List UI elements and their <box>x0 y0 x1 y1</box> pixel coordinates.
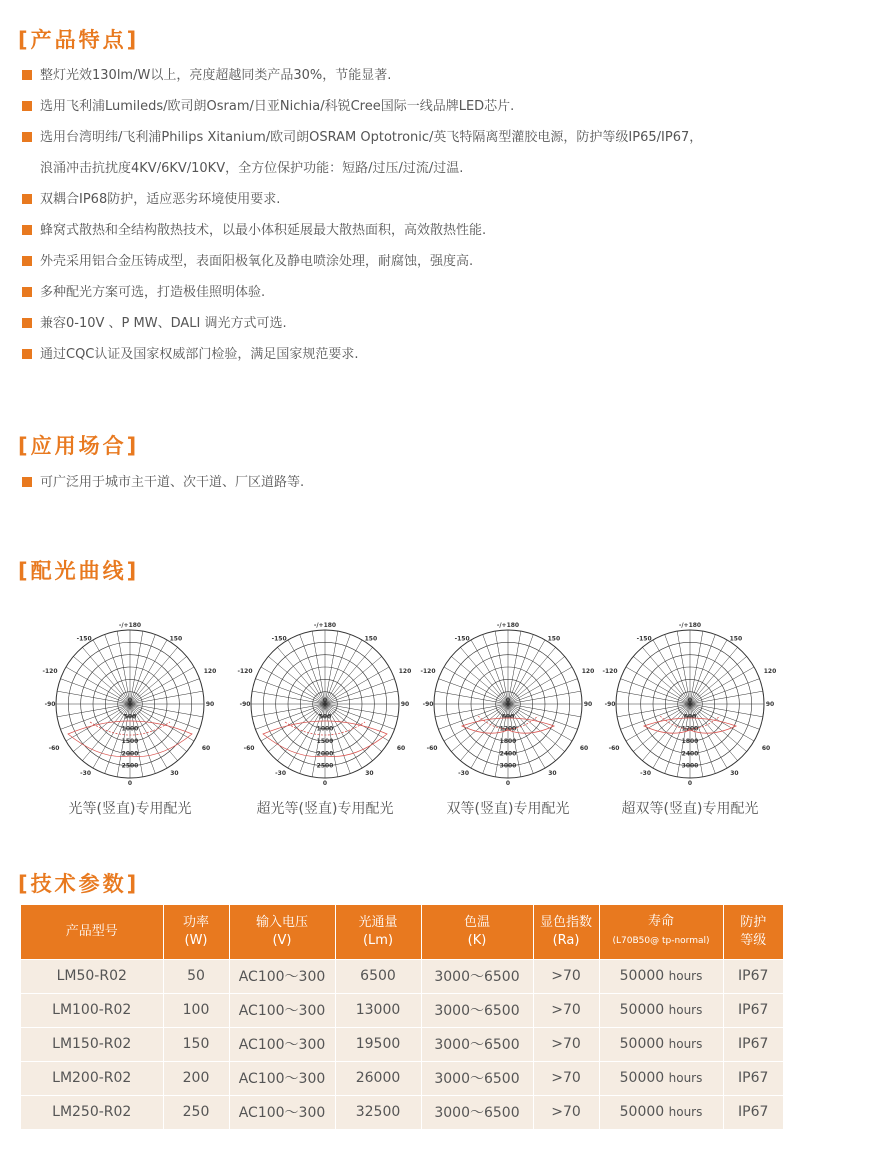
application-item: 可广泛用于城市主干道、次干道、厂区道路等. <box>22 467 872 498</box>
polar-angle-label: -90 <box>604 701 616 708</box>
bullet-square-icon <box>22 477 32 487</box>
polar-ring-label: 1000 <box>316 725 334 733</box>
polar-angle-label: 90 <box>583 701 593 708</box>
cell-life: 50000 hours <box>599 1095 723 1129</box>
application-list <box>22 467 872 498</box>
polar-ring-label: 2500 <box>121 762 139 770</box>
cell-power: 100 <box>163 993 229 1027</box>
table-row <box>21 1095 783 1129</box>
specs-title: [技术参数] <box>18 872 140 896</box>
cell-flux: 26000 <box>335 1061 421 1095</box>
feature-item: 通过CQC认证及国家权威部门检验，满足国家规范要求. <box>22 339 872 370</box>
polar-angle-label: -90 <box>44 701 56 708</box>
cell-voltage: AC100～300 <box>229 959 335 993</box>
cell-model: LM200-R02 <box>21 1061 163 1095</box>
features-list <box>22 60 872 370</box>
cell-power: 50 <box>163 959 229 993</box>
polar-ring-label: 500 <box>318 713 332 721</box>
cell-cct: 3000～6500 <box>421 1027 533 1061</box>
polar-angle-label: 30 <box>730 770 739 778</box>
polar-angle-label: 0 <box>505 780 511 787</box>
cell-life: 50000 hours <box>599 993 723 1027</box>
polar-angle-label: 150 <box>547 635 561 643</box>
polar-diagram <box>600 612 780 824</box>
polar-angle-label: -/+180 <box>678 622 702 629</box>
polar-ring-label: 2400 <box>499 750 517 758</box>
polar-angle-label: -90 <box>239 701 251 708</box>
polar-angle-label: 150 <box>729 635 743 643</box>
cell-ip: IP67 <box>723 993 783 1027</box>
header-cell: 光通量 (Lm) <box>335 905 421 959</box>
cell-ip: IP67 <box>723 1061 783 1095</box>
header-cell: 色温 (K) <box>421 905 533 959</box>
polar-angle-label: 120 <box>763 667 777 675</box>
cell-model: LM100-R02 <box>21 993 163 1027</box>
cell-cct: 3000～6500 <box>421 1095 533 1129</box>
cell-ra: >70 <box>533 1027 599 1061</box>
cell-life: 50000 hours <box>599 959 723 993</box>
cell-voltage: AC100～300 <box>229 1061 335 1095</box>
polar-ring-label: 2400 <box>681 750 699 758</box>
polar-angle-label: -90 <box>422 701 434 708</box>
polar-diagram <box>235 612 415 824</box>
feature-item: 兼容0-10V 、P MW、DALI 调光方式可选. <box>22 308 872 339</box>
table-row <box>21 993 783 1027</box>
cell-flux: 32500 <box>335 1095 421 1129</box>
polar-angle-label: -30 <box>640 770 652 778</box>
header-cell: 功率 (W) <box>163 905 229 959</box>
header-cell: 寿命 (L70B50@ tp-normal) <box>599 905 723 959</box>
polar-angle-label: 60 <box>396 744 406 752</box>
polar-ring-label: 1000 <box>121 725 139 733</box>
polar-angle-label: 60 <box>761 744 771 752</box>
application-title: [应用场合] <box>18 434 140 458</box>
spec-header-row <box>21 905 783 959</box>
feature-item: 选用台湾明纬/飞利浦Philips Xitanium/欧司朗OSRAM Optotronic/英飞特隔离型灌胶电源，防护等级IP65/IP67， <box>22 122 872 153</box>
bullet-square-icon <box>22 132 32 142</box>
polar-angle-label: 30 <box>548 770 557 778</box>
polar-angle-label: -/+180 <box>118 622 142 629</box>
header-cell: 输入电压 (V) <box>229 905 335 959</box>
polar-angle-label: -120 <box>42 667 58 675</box>
polar-caption: 光等(竖直)专用配光 <box>68 801 192 817</box>
polar-angle-label: 120 <box>203 667 217 675</box>
polar-angle-label: -150 <box>271 635 287 643</box>
polar-angle-label: -150 <box>76 635 92 643</box>
polar-angle-label: 150 <box>169 635 183 643</box>
polar-ring-label: 1500 <box>316 738 334 745</box>
table-row <box>21 1027 783 1061</box>
cell-ra: >70 <box>533 1061 599 1095</box>
polar-ring-label: 600 <box>683 713 697 721</box>
cell-model: LM250-R02 <box>21 1095 163 1129</box>
cell-cct: 3000～6500 <box>421 1061 533 1095</box>
cell-voltage: AC100～300 <box>229 1095 335 1129</box>
polar-center-label: 0 <box>505 697 511 704</box>
cell-life: 50000 hours <box>599 1061 723 1095</box>
cell-cct: 3000～6500 <box>421 993 533 1027</box>
polar-angle-label: 90 <box>205 701 215 708</box>
cell-ip: IP67 <box>723 1027 783 1061</box>
polar-angle-label: 120 <box>581 667 595 675</box>
cell-voltage: AC100～300 <box>229 993 335 1027</box>
polar-angle-label: 0 <box>687 780 693 787</box>
polar-angle-label: -60 <box>48 744 60 752</box>
feature-item: 多种配光方案可选，打造极佳照明体验. <box>22 277 872 308</box>
polar-angle-label: -30 <box>458 770 470 778</box>
feature-item-continuation: 浪涌冲击抗扰度4KV/6KV/10KV，全方位保护功能：短路/过压/过流/过温. <box>40 161 464 176</box>
cell-flux: 6500 <box>335 959 421 993</box>
cell-life: 50000 hours <box>599 1027 723 1061</box>
polar-angle-label: 120 <box>398 667 412 675</box>
bullet-square-icon <box>22 225 32 235</box>
polar-ring-label: 3000 <box>681 762 699 770</box>
cell-model: LM150-R02 <box>21 1027 163 1061</box>
polar-angle-label: -150 <box>636 635 652 643</box>
cell-cct: 3000～6500 <box>421 959 533 993</box>
polar-angle-label: -60 <box>426 744 438 752</box>
cell-power: 200 <box>163 1061 229 1095</box>
polar-caption: 超光等(竖直)专用配光 <box>256 801 394 817</box>
polar-angle-label: 30 <box>365 770 374 778</box>
polar-ring-label: 500 <box>123 713 137 721</box>
polar-diagrams <box>40 612 850 824</box>
polar-angle-label: -150 <box>454 635 470 643</box>
bullet-square-icon <box>22 349 32 359</box>
polar-angle-label: 0 <box>322 780 328 787</box>
polar-angle-label: -30 <box>80 770 92 778</box>
polar-ring-label: 1800 <box>681 738 699 745</box>
polar-angle-label: -120 <box>237 667 253 675</box>
cell-power: 150 <box>163 1027 229 1061</box>
polar-diagram <box>418 612 598 824</box>
curves-title: [配光曲线] <box>18 559 140 583</box>
polar-chart-svg <box>40 612 220 792</box>
polar-angle-label: -60 <box>243 744 255 752</box>
polar-ring-label: 600 <box>501 713 515 721</box>
polar-chart-svg <box>600 612 780 792</box>
polar-angle-label: -60 <box>608 744 620 752</box>
polar-center-label: 0 <box>687 697 693 704</box>
cell-voltage: AC100～300 <box>229 1027 335 1061</box>
polar-angle-label: -120 <box>602 667 618 675</box>
cell-ip: IP67 <box>723 959 783 993</box>
spec-table <box>21 905 783 1129</box>
polar-center-label: 0 <box>127 697 133 704</box>
polar-angle-label: -/+180 <box>496 622 520 629</box>
feature-item: 选用飞利浦Lumileds/欧司朗Osram/日亚Nichia/科锐Cree国际一线品牌LED芯片. <box>22 91 872 122</box>
polar-angle-label: 90 <box>400 701 410 708</box>
polar-ring-label: 1200 <box>681 725 699 733</box>
polar-caption: 双等(竖直)专用配光 <box>446 801 570 817</box>
feature-item: 外壳采用铝合金压铸成型，表面阳极氧化及静电喷涂处理，耐腐蚀，强度高. <box>22 246 872 277</box>
polar-angle-label: -30 <box>275 770 287 778</box>
cell-ra: >70 <box>533 959 599 993</box>
polar-ring-label: 2000 <box>121 750 139 758</box>
table-row <box>21 959 783 993</box>
polar-angle-label: 60 <box>579 744 589 752</box>
polar-diagram <box>40 612 220 824</box>
polar-chart-svg <box>235 612 415 792</box>
cell-ra: >70 <box>533 1095 599 1129</box>
polar-angle-label: 30 <box>170 770 179 778</box>
features-title: [产品特点] <box>18 28 140 52</box>
polar-center-label: 0 <box>322 697 328 704</box>
header-cell: 产品型号 <box>21 905 163 959</box>
cell-ip: IP67 <box>723 1095 783 1129</box>
polar-angle-label: 0 <box>127 780 133 787</box>
polar-ring-label: 1800 <box>499 738 517 745</box>
polar-angle-label: 60 <box>201 744 211 752</box>
header-cell: 显色指数 (Ra) <box>533 905 599 959</box>
table-row <box>21 1061 783 1095</box>
polar-ring-label: 2500 <box>316 762 334 770</box>
cell-ra: >70 <box>533 993 599 1027</box>
bullet-square-icon <box>22 194 32 204</box>
bullet-square-icon <box>22 101 32 111</box>
feature-item: 双耦合IP68防护，适应恶劣环境使用要求. <box>22 184 872 215</box>
polar-angle-label: 150 <box>364 635 378 643</box>
polar-chart-svg <box>418 612 598 792</box>
cell-flux: 19500 <box>335 1027 421 1061</box>
feature-item: 整灯光效130lm/W以上，亮度超越同类产品30%，节能显著. <box>22 60 872 91</box>
cell-power: 250 <box>163 1095 229 1129</box>
cell-model: LM50-R02 <box>21 959 163 993</box>
bullet-square-icon <box>22 70 32 80</box>
cell-flux: 13000 <box>335 993 421 1027</box>
polar-ring-label: 1200 <box>499 725 517 733</box>
polar-caption: 超双等(竖直)专用配光 <box>621 801 759 817</box>
header-cell: 防护 等级 <box>723 905 783 959</box>
polar-ring-label: 3000 <box>499 762 517 770</box>
polar-angle-label: 90 <box>765 701 775 708</box>
polar-ring-label: 2000 <box>316 750 334 758</box>
bullet-square-icon <box>22 256 32 266</box>
bullet-square-icon <box>22 318 32 328</box>
polar-ring-label: 1500 <box>121 738 139 745</box>
polar-angle-label: -/+180 <box>313 622 337 629</box>
feature-item: 蜂窝式散热和全结构散热技术，以最小体积延展最大散热面积，高效散热性能. <box>22 215 872 246</box>
bullet-square-icon <box>22 287 32 297</box>
polar-angle-label: -120 <box>420 667 436 675</box>
